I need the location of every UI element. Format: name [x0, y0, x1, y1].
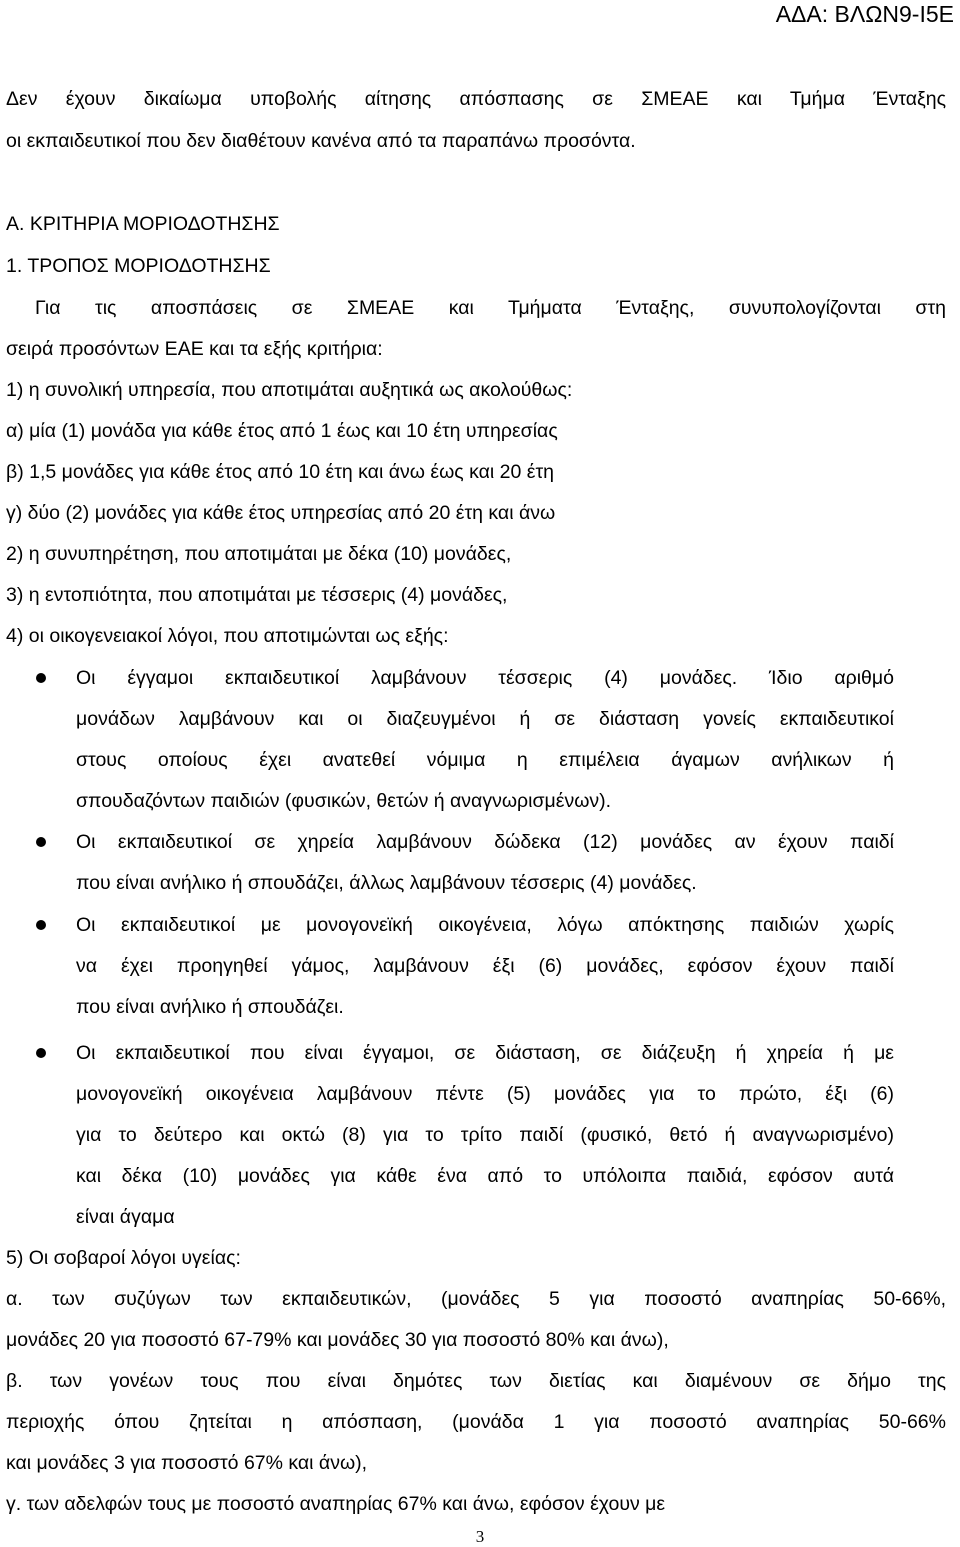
health-a-line-2: μονάδες 20 για ποσοστό 67-79% και μονάδες 30 για ποσοστό 80% και άνω), [6, 1329, 669, 1351]
criterion-3: 3) η εντοπιότητα, που αποτιμάται με τέσσερις (4) μονάδες, [6, 584, 508, 606]
bullet-4-line-2: μονογονεϊκή οικογένεια λαμβάνουν πέντε (5) μονάδες για το πρώτο, έξι (6) [76, 1083, 894, 1105]
criterion-1a: α) μία (1) μονάδα για κάθε έτος από 1 έως και 10 έτη υπηρεσίας [6, 420, 558, 442]
bullet-dot [36, 837, 46, 847]
bullet-4-line-3: για το δεύτερο και οκτώ (8) για το τρίτο παιδί (φυσικό, θετό ή αναγνωρισμένο) [76, 1124, 894, 1146]
bullet-1-line-3: στους οποίους έχει ανατεθεί νόμιμα η επιμέλεια άγαμων ανήλικων ή [76, 749, 894, 771]
intro-line-1: Δεν έχουν δικαίωμα υποβολής αίτησης απόσπασης σε ΣΜΕΑΕ και Τμήμα Ένταξης [6, 88, 946, 110]
criterion-1c: γ) δύο (2) μονάδες για κάθε έτος υπηρεσίας από 20 έτη και άνω [6, 502, 556, 524]
health-c-line-1: γ. των αδελφών τους με ποσοστό αναπηρίας 67% και άνω, εφόσον έχουν με [6, 1493, 666, 1515]
bullet-4-line-1: Οι εκπαιδευτικοί που είναι έγγαμοι, σε διάσταση, σε διάζευξη ή χηρεία ή με [76, 1042, 894, 1064]
section-subheading: 1. ΤΡΟΠΟΣ ΜΟΡΙΟΔΟΤΗΣΗΣ [6, 255, 271, 277]
page-number: 3 [475, 1527, 485, 1546]
header-code: ΑΔΑ: ΒΛΩΝ9-Ι5Ε [775, 1, 954, 27]
bullet-2-line-2: που είναι ανήλικο ή σπουδάζει, άλλως λαμβάνουν τέσσερις (4) μονάδες. [76, 872, 697, 894]
bullet-2-line-1: Οι εκπαιδευτικοί σε χηρεία λαμβάνουν δώδεκα (12) μονάδες αν έχουν παιδί [76, 831, 894, 853]
bullet-1-line-2: μονάδων λαμβάνουν και οι διαζευγμένοι ή σε διάσταση γονείς εκπαιδευτικοί [76, 708, 894, 730]
bullet-dot [36, 920, 46, 930]
section-heading: Α. ΚΡΙΤΗΡΙΑ ΜΟΡΙΟΔΟΤΗΣΗΣ [6, 213, 280, 235]
intro-line-2: οι εκπαιδευτικοί που δεν διαθέτουν κανένα από τα παραπάνω προσόντα. [6, 130, 636, 152]
health-heading: 5) Οι σοβαροί λόγοι υγείας: [6, 1247, 241, 1269]
criterion-1: 1) η συνολική υπηρεσία, που αποτιμάται αυξητικά ως ακολούθως: [6, 379, 573, 401]
bullet-3-line-1: Οι εκπαιδευτικοί με μονογονεϊκή οικογένεια, λόγω απόκτησης παιδιών χωρίς [76, 914, 894, 936]
paragraph-line-1: Για τις αποσπάσεις σε ΣΜΕΑΕ και Τμήματα Ένταξης, συνυπολογίζονται στη [35, 297, 946, 319]
bullet-dot [36, 673, 46, 683]
bullet-dot [36, 1048, 46, 1058]
bullet-1-line-1: Οι έγγαμοι εκπαιδευτικοί λαμβάνουν τέσσερις (4) μονάδες. Ίδιο αριθμό [76, 667, 894, 689]
health-b-line-1: β. των γονέων τους που είναι δημότες των διετίας και διαμένουν σε δήμο της [6, 1370, 946, 1392]
criterion-4: 4) οι οικογενειακοί λόγοι, που αποτιμώνται ως εξής: [6, 625, 449, 647]
bullet-1-line-4: σπουδαζόντων παιδιών (φυσικών, θετών ή αναγνωρισμένων). [76, 790, 612, 812]
health-b-line-2: περιοχής όπου ζητείται η απόσπαση, (μονάδα 1 για ποσοστό αναπηρίας 50-66% [6, 1411, 946, 1433]
criterion-1b: β) 1,5 μονάδες για κάθε έτος από 10 έτη και άνω έως και 20 έτη [6, 461, 554, 483]
bullet-4-line-4: και δέκα (10) μονάδες για κάθε ένα από το υπόλοιπα παιδιά, εφόσον αυτά [76, 1165, 894, 1187]
paragraph-line-2: σειρά προσόντων ΕΑΕ και τα εξής κριτήρια: [6, 338, 383, 360]
health-b-line-3: και μονάδες 3 για ποσοστό 67% και άνω), [6, 1452, 368, 1474]
bullet-3-line-2: να έχει προηγηθεί γάμος, λαμβάνουν έξι (6) μονάδες, εφόσον έχουν παιδί [76, 955, 894, 977]
bullet-3-line-3: που είναι ανήλικο ή σπουδάζει. [76, 996, 344, 1018]
criterion-2: 2) η συνυπηρέτηση, που αποτιμάται με δέκα (10) μονάδες, [6, 543, 512, 565]
health-a-line-1: α. των συζύγων των εκπαιδευτικών, (μονάδες 5 για ποσοστό αναπηρίας 50-66%, [6, 1288, 946, 1310]
bullet-4-line-5: είναι άγαμα [76, 1206, 175, 1228]
